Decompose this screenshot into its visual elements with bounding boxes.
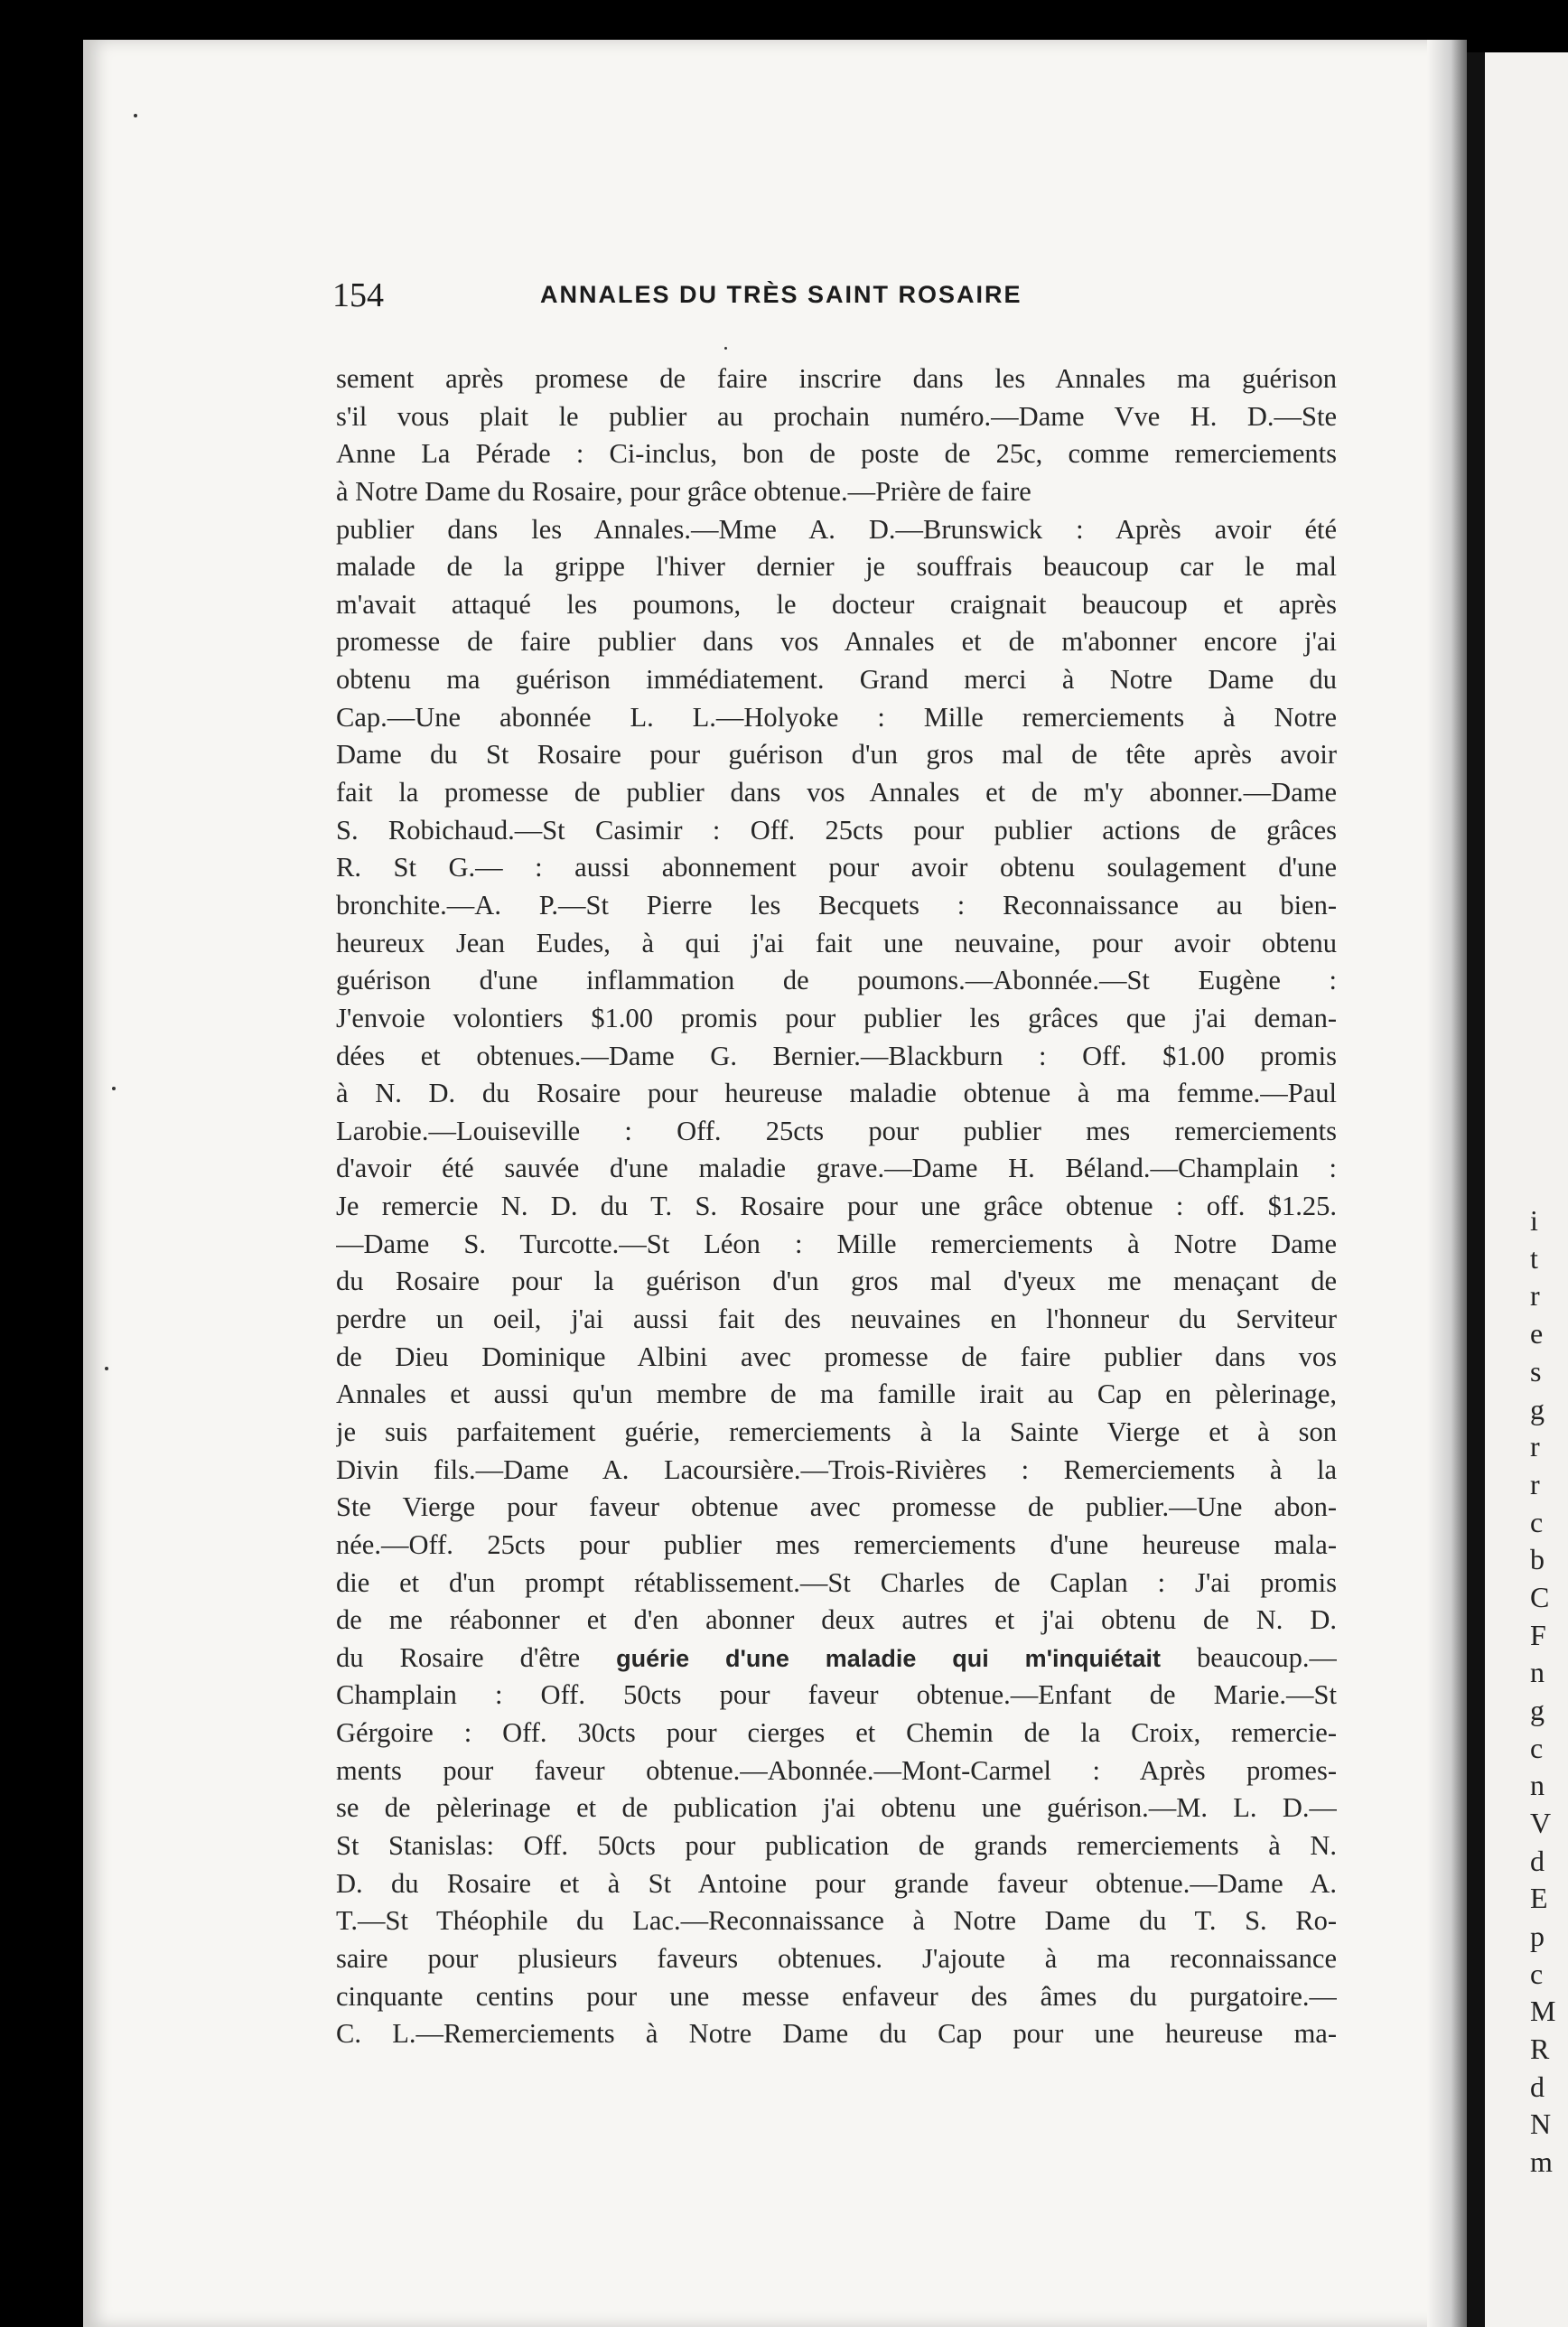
text-line: —Dame S. Turcotte.—St Léon : Mille remerciements à Notre Dame: [336, 1228, 1337, 1259]
text-line: promesse de faire publier dans vos Annales et de m'abonner encore j'ai: [336, 626, 1337, 658]
facing-fragment: p: [1530, 1920, 1545, 1952]
text-line: Divin fils.—Dame A. Lacoursière.—Trois-Rivières : Remerciements à la: [336, 1453, 1337, 1485]
running-title: ANNALES DU TRÈS SAINT ROSAIRE: [540, 281, 1022, 308]
facing-fragment: n: [1530, 1769, 1545, 1801]
facing-fragment: s: [1530, 1355, 1542, 1388]
text-line: C. L.—Remerciements à Notre Dame du Cap pour une heureuse ma-: [336, 2018, 1337, 2050]
facing-fragment: c: [1530, 1958, 1544, 1990]
text-line: de Dieu Dominique Albini avec promesse de faire publier dans vos: [336, 1341, 1337, 1372]
facing-fragment: V: [1530, 1807, 1552, 1839]
facing-fragment: g: [1530, 1694, 1545, 1726]
text-line: heureux Jean Eudes, à qui j'ai fait une neuvaine, pour avoir obtenu: [336, 927, 1337, 958]
facing-fragment: N: [1530, 2107, 1552, 2140]
text-line: de me réabonner et d'en abonner deux autres et j'ai obtenu de N. D.: [336, 1604, 1337, 1636]
text-line: Champlain : Off. 50cts pour faveur obtenue.—Enfant de Marie.—St: [336, 1679, 1337, 1711]
facing-fragment: M: [1530, 1995, 1556, 2027]
body-text: [336, 360, 1337, 2053]
text-line: obtenu ma guérison immédiatement. Grand merci à Notre Dame du: [336, 664, 1337, 696]
text-line: se de pèlerinage et de publication j'ai obtenu une guérison.—M. L. D.—: [336, 1792, 1337, 1824]
page-number: 154: [332, 276, 384, 314]
scan-speck: [134, 114, 137, 117]
facing-fragment: r: [1530, 1468, 1540, 1500]
text-line: s'il vous plait le publier au prochain numéro.—Dame Vve H. D.—Ste: [336, 400, 1337, 432]
text-line: cinquante centins pour une messe enfaveur des âmes du purgatoire.—: [336, 1980, 1337, 2012]
facing-fragment: c: [1530, 1506, 1544, 1538]
text-line: Ste Vierge pour faveur obtenue avec promesse de publier.—Une abon-: [336, 1491, 1337, 1523]
text-line: à N. D. du Rosaire pour heureuse maladie obtenue à ma femme.—Paul: [336, 1078, 1337, 1109]
scan-speck: [105, 1367, 108, 1370]
text-line: dées et obtenues.—Dame G. Bernier.—Blackburn : Off. $1.00 promis: [336, 1040, 1337, 1071]
text-line: D. du Rosaire et à St Antoine pour grande faveur obtenue.—Dame A.: [336, 1867, 1337, 1899]
book-spine: [1467, 52, 1485, 2327]
text-line: Cap.—Une abonnée L. L.—Holyoke : Mille remerciements à Notre: [336, 701, 1337, 733]
facing-fragment: d: [1530, 2070, 1545, 2103]
text-line: T.—St Théophile du Lac.—Reconnaissance à Notre Dame du T. S. Ro-: [336, 1905, 1337, 1937]
text-line: J'envoie volontiers $1.00 promis pour publier les grâces que j'ai deman-: [336, 1002, 1337, 1033]
text-line: Larobie.—Louiseville : Off. 25cts pour publier mes remerciements: [336, 1115, 1337, 1146]
text-line: publier dans les Annales.—Mme A. D.—Brunswick : Après avoir été: [336, 513, 1337, 545]
scan-speck: [112, 1087, 116, 1090]
text-line: Anne La Pérade : Ci-inclus, bon de poste de 25c, comme remerciements: [336, 438, 1337, 470]
facing-fragment: t: [1530, 1242, 1538, 1275]
text-line: sement après promese de faire inscrire dans les Annales ma guérison: [336, 363, 1337, 394]
facing-fragment: E: [1530, 1882, 1548, 1914]
text-line: S. Robichaud.—St Casimir : Off. 25cts pour publier actions de grâces: [336, 814, 1337, 846]
scan-speck: [724, 347, 727, 350]
text-line: perdre un oeil, j'ai aussi fait des neuvaines en l'honneur du Serviteur: [336, 1304, 1337, 1335]
text-line: Dame du St Rosaire pour guérison d'un gros mal de tête après avoir: [336, 739, 1337, 771]
text-line: Gérgoire : Off. 30cts pour cierges et Chemin de la Croix, remercie-: [336, 1717, 1337, 1749]
line-35-before: du Rosaire d'être: [336, 1641, 617, 1673]
facing-fragment: F: [1530, 1619, 1546, 1651]
facing-fragment: c: [1530, 1732, 1544, 1764]
text-line: je suis parfaitement guérie, remerciements à la Sainte Vierge et à son: [336, 1416, 1337, 1447]
facing-fragment: r: [1530, 1430, 1540, 1463]
text-line: R. St G.— : aussi abonnement pour avoir obtenu soulagement d'une: [336, 852, 1337, 883]
facing-fragment: i: [1530, 1204, 1538, 1237]
bold-phrase: guérie d'une maladie qui m'inquiétait: [616, 1644, 1161, 1672]
facing-fragment: C: [1530, 1581, 1550, 1613]
text-line: du Rosaire pour la guérison d'un gros mal d'yeux me menaçant de: [336, 1266, 1337, 1297]
text-line: m'avait attaqué les poumons, le docteur craignait beaucoup et après: [336, 588, 1337, 620]
text-line: à Notre Dame du Rosaire, pour grâce obtenue.—Prière de faire: [336, 475, 1031, 507]
facing-fragment: R: [1530, 2033, 1550, 2065]
text-line: St Stanislas: Off. 50cts pour publication de grands remerciements à N.: [336, 1829, 1337, 1861]
text-line: d'avoir été sauvée d'une maladie grave.—Dame H. Béland.—Champlain :: [336, 1153, 1337, 1184]
facing-fragment: n: [1530, 1656, 1545, 1688]
line-35-after: beaucoup.—: [1161, 1641, 1337, 1673]
facing-fragment: g: [1530, 1393, 1545, 1425]
text-line: guérison d'une inflammation de poumons.—Abonnée.—St Eugène :: [336, 965, 1337, 996]
text-line: Annales et aussi qu'un membre de ma famille irait au Cap en pèlerinage,: [336, 1378, 1337, 1410]
text-line: Je remercie N. D. du T. S. Rosaire pour une grâce obtenue : off. $1.25.: [336, 1191, 1337, 1222]
facing-fragment: r: [1530, 1279, 1540, 1312]
facing-fragment: d: [1530, 1845, 1545, 1877]
text-line: bronchite.—A. P.—St Pierre les Becquets : Reconnaissance au bien-: [336, 889, 1337, 921]
facing-fragment: m: [1530, 2145, 1553, 2178]
left-margin: [0, 0, 83, 2327]
facing-page-edge: [1485, 52, 1568, 2327]
facing-fragment: b: [1530, 1543, 1545, 1575]
text-line: née.—Off. 25cts pour publier mes remerciements d'une heureuse mala-: [336, 1528, 1337, 1560]
text-line: ments pour faveur obtenue.—Abonnée.—Mont-Carmel : Après promes-: [336, 1754, 1337, 1786]
text-line: saire pour plusieurs faveurs obtenues. J'ajoute à ma reconnaissance: [336, 1942, 1337, 1974]
text-line: malade de la grippe l'hiver dernier je souffrais beaucoup car le mal: [336, 551, 1337, 583]
text-line: die et d'un prompt rétablissement.—St Charles de Caplan : J'ai promis: [336, 1566, 1337, 1598]
page-header: [332, 276, 1371, 330]
gutter-shadow: [1427, 40, 1467, 2327]
facing-fragment: e: [1530, 1317, 1544, 1350]
text-line-with-bold: [336, 1640, 1337, 1677]
text-line: fait la promesse de publier dans vos Annales et de m'y abonner.—Dame: [336, 777, 1337, 808]
